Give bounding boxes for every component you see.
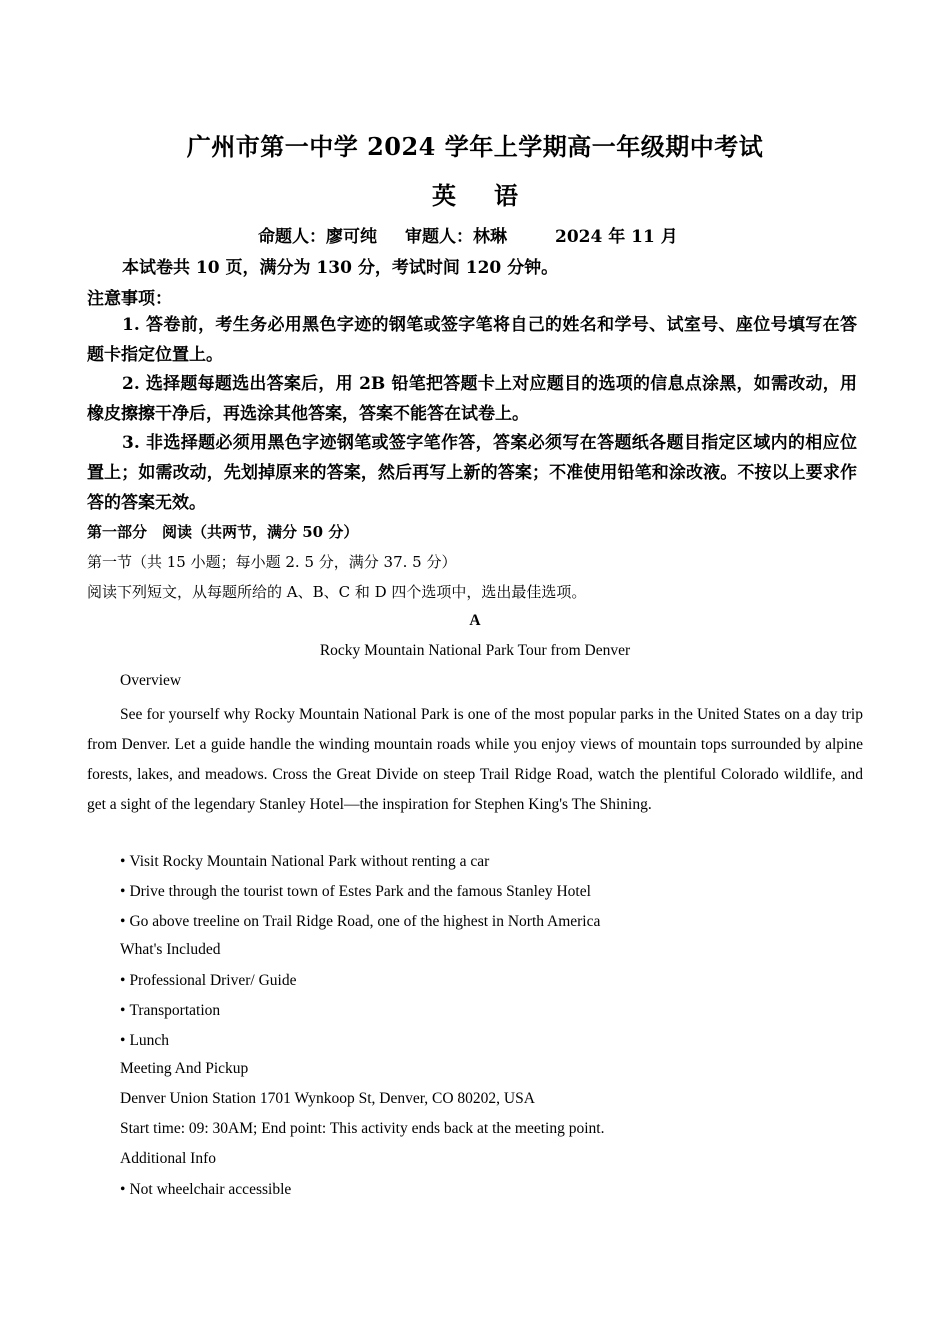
section-instruction: 阅读下列短文，从每题所给的 A、B、C 和 D 四个选项中，选出最佳选项。: [87, 583, 587, 601]
highlight-item: • Drive through the tourist town of Estes Park and the famous Stanley Hotel: [120, 883, 591, 901]
meeting-heading: Meeting And Pickup: [120, 1060, 249, 1077]
exam-date: 2024 年 11 月: [555, 227, 678, 247]
highlight-item: • Go above treeline on Trail Ridge Road, one of the highest in North America: [120, 913, 600, 931]
highlight-item: • Visit Rocky Mountain National Park without renting a car: [120, 853, 489, 871]
subject-char: 英: [432, 181, 456, 210]
included-heading: What's Included: [120, 941, 221, 958]
additional-heading: Additional Info: [120, 1150, 216, 1167]
part-heading: 第一部分 阅读（共两节，满分 50 分）: [87, 523, 359, 541]
subject-title: [0, 176, 950, 211]
included-item: • Professional Driver/ Guide: [120, 972, 296, 990]
included-item: • Lunch: [120, 1032, 169, 1050]
rule-item: 3. 非选择题必须用黑色字迹钢笔或签字笔作答，答案必须写在答题纸各题目指定区域内的相应位置上；如需改动，先划掉原来的答案，然后再写上新的答案；不准使用铅笔和涂改液。不按以上要求作答的答案无效。: [87, 433, 857, 513]
meeting-address: Denver Union Station 1701 Wynkoop St, Denver, CO 80202, USA: [120, 1090, 535, 1107]
included-item: • Transportation: [120, 1002, 220, 1020]
overview-heading: Overview: [120, 672, 182, 689]
additional-item: • Not wheelchair accessible: [120, 1181, 291, 1199]
notice-heading: 注意事项：: [87, 289, 172, 309]
rule-item: 1. 答卷前，考生务必用黑色字迹的钢笔或签字笔将自己的姓名和学号、试室号、座位号填写在答题卡指定位置上。: [87, 315, 857, 365]
section-heading: 第一节（共 15 小题；每小题 2. 5 分，满分 37. 5 分）: [87, 553, 457, 571]
exam-info: 本试卷共 10 页，满分为 130 分，考试时间 120 分钟。: [122, 258, 559, 278]
author-line: [258, 222, 678, 247]
passage-label: A: [469, 612, 481, 629]
rule-item: 2. 选择题每题选出答案后，用 2B 铅笔把答题卡上对应题目的选项的信息点涂黑，如需改动，用橡皮擦擦干净后，再选涂其他答案，答案不能答在试卷上。: [87, 374, 857, 424]
setter: 命题人：廖可纯: [258, 227, 377, 247]
passage-title: Rocky Mountain National Park Tour from Denver: [319, 642, 631, 659]
meeting-time: Start time: 09: 30AM; End point: This activity ends back at the meeting point.: [120, 1120, 605, 1137]
subject-char: 语: [494, 181, 518, 210]
overview-paragraph: See for yourself why Rocky Mountain National Park is one of the most popular parks in the United States on a day trip from Denver. Let a guide handle the winding mountain roads while you enjoy views of mountain tops surrounded by alpine forests, lakes, and meadows. Cross the Great Divide on steep Trail Ridge Road, watch the plentiful Colorado wildlife, and get a sight of the legendary Stanley Hotel—the inspiration for Stephen King's The Shining.: [87, 706, 863, 813]
exam-title: 广州市第一中学 2024 学年上学期高一年级期中考试: [186, 132, 764, 161]
reviewer: 审题人：林琳: [405, 227, 507, 247]
